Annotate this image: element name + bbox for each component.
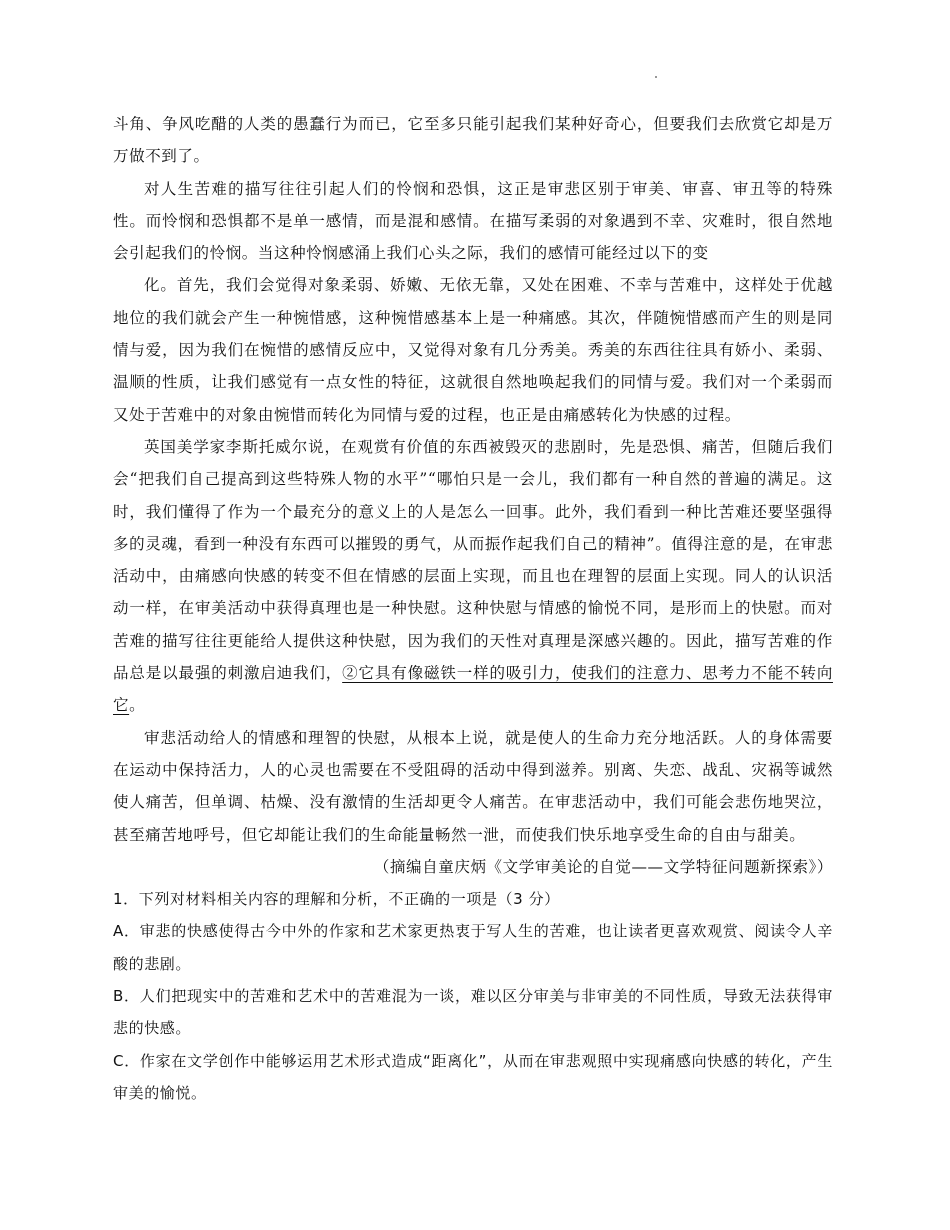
question-1-option-a: A．审悲的快感使得古今中外的作家和艺术家更热衷于写人生的苦难，也让读者更喜欢观赏、阅读令人辛酸的悲剧。 bbox=[113, 922, 833, 973]
paragraph-5: 审悲活动给人的情感和理智的快慰，从根本上说，就是使人的生命力充分地活跃。人的身体需要在运动中保持活力，人的心灵也需要在不受阻碍的活动中得到滋养。别离、失恋、战乱、灾祸等诚然使人痛苦，但单调、枯燥、没有激情的生活却更令人痛苦。在审悲活动中，我们可能会悲伤地哭泣，甚至痛苦地呼号，但它却能让我们的生命能量畅然一泄，而使我们快乐地享受生命的自由与甜美。 bbox=[113, 728, 833, 844]
page-dot-mark bbox=[655, 76, 657, 78]
paragraph-1: 斗角、争风吃醋的人类的愚蠢行为而已，它至多只能引起我们某种好奇心，但要我们去欣赏它却是万万做不到了。 bbox=[113, 115, 833, 166]
question-1-stem: 1．下列对材料相关内容的理解和分析，不正确的一项是（3 分） bbox=[113, 890, 560, 909]
paragraph-3: 化。首先，我们会觉得对象柔弱、娇嫩、无依无靠，又处在困难、不幸与苦难中，这样处于优越地位的我们就会产生一种惋惜感，这种惋惜感基本上是一种痛感。其次，伴随惋惜感而产生的则是同情与爱，因为我们在惋惜的感情反应中，又觉得对象有几分秀美。秀美的东西往往具有娇小、柔弱、温顺的性质，让我们感觉有一点女性的特征，这就很自然地唤起我们的同情与爱。我们对一个柔弱而又处于苦难中的对象由惋惜而转化为同情与爱的过程，也正是由痛感转化为快感的过程。 bbox=[113, 276, 833, 424]
paragraph-4 bbox=[113, 431, 833, 722]
source-citation: （摘编自童庆炳《文学审美论的自觉——文学特征问题新探索》） bbox=[373, 857, 833, 876]
question-1-option-c: C．作家在文学创作中能够运用艺术形式造成“距离化”，从而在审悲观照中实现痛感向快感的转化，产生审美的愉悦。 bbox=[113, 1051, 833, 1102]
paragraph-2: 对人生苦难的描写往往引起人们的怜悯和恐惧，这正是审悲区别于审美、审喜、审丑等的特殊性。而怜悯和恐惧都不是单一感情，而是混和感情。在描写柔弱的对象遇到不幸、灾难时，很自然地会引起我们的怜悯。当这种怜悯感涌上我们心头之际，我们的感情可能经过以下的变 bbox=[113, 179, 833, 263]
article-body bbox=[113, 108, 833, 1109]
question-1-option-b: B．人们把现实中的苦难和艺术中的苦难混为一谈，难以区分审美与非审美的不同性质，导致无法获得审悲的快感。 bbox=[113, 987, 833, 1038]
underlined-sentence-2: ②它具有像磁铁一样的吸引力，使我们的注意力、思考力不能不转向它 bbox=[113, 664, 833, 715]
paragraph-4-end: 。 bbox=[129, 696, 146, 715]
paragraph-4-main: 英国美学家李斯托威尔说，在观赏有价值的东西被毁灭的悲剧时，先是恐惧、痛苦，但随后我们会“把我们自己提高到这些特殊人物的水平”“哪怕只是一会儿，我们都有一种自然的普遍的满足。这时，我们懂得了作为一个最充分的意义上的人是怎么一回事。此外，我们看到一种比苦难还要坚强得多的灵魂，看到一种没有东西可以摧毁的勇气，从而振作起我们自己的精神”。值得注意的是，在审悲活动中，由痛感向快感的转变不但在情感的层面上实现，而且也在理智的层面上实现。同人的认识活动一样，在审美活动中获得真理也是一种快慰。这种快慰与情感的愉悦不同，是形而上的快慰。而对苦难的描写往往更能给人提供这种快慰，因为我们的天性对真理是深感兴趣的。因此，描写苦难的作品总是以最强的刺激启迪我们， bbox=[113, 437, 833, 683]
